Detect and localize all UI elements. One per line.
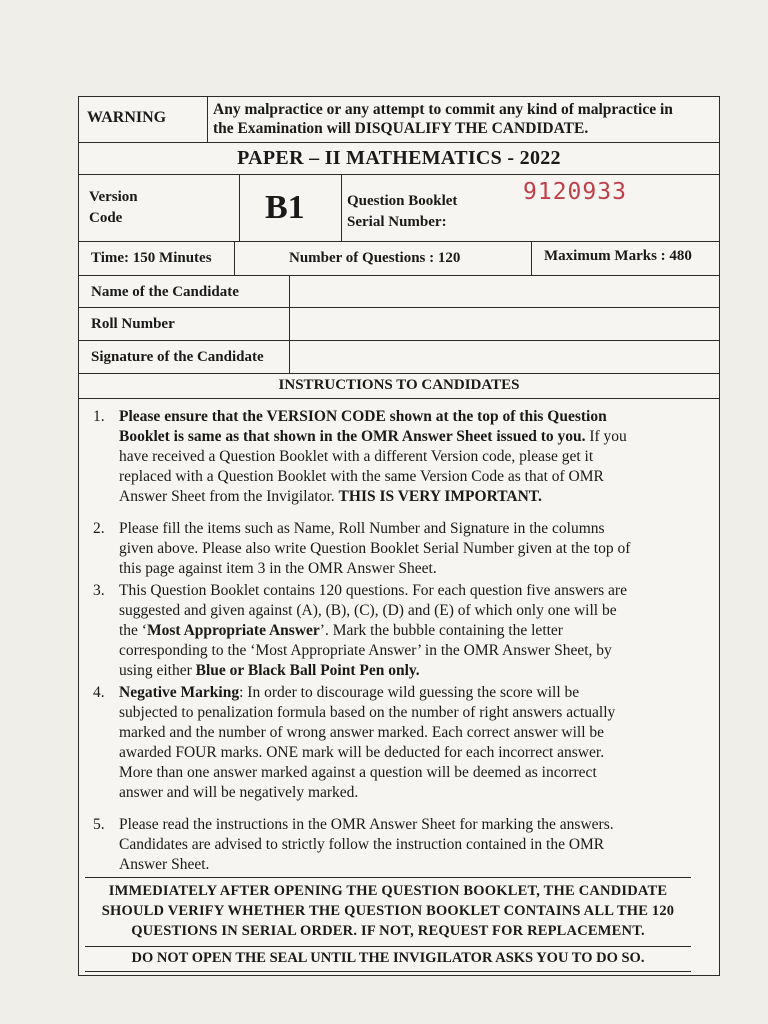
footer-line-2: SHOULD VERIFY WHETHER THE QUESTION BOOKLET CONTAINS ALL THE 120 — [101, 903, 675, 919]
instruction-line: This Question Booklet contains 120 questions. For each question five answers are — [119, 582, 627, 599]
paper-title: PAPER – II MATHEMATICS - 2022 — [237, 147, 561, 169]
marks-info: Maximum Marks : 480 — [544, 248, 692, 264]
instruction-line: replaced with a Question Booklet with the same Version Code as that of OMR — [119, 468, 604, 485]
instruction-line: Please fill the items such as Name, Roll Number and Signature in the columns — [119, 520, 605, 537]
instruction-line: answer and will be negatively marked. — [119, 784, 359, 801]
instruction-line: More than one answer marked against a question will be deemed as incorrect — [119, 764, 597, 781]
roll-number-row — [79, 308, 719, 341]
footer-notice — [85, 877, 691, 947]
instruction-number: 3. — [93, 582, 105, 599]
instruction-number: 1. — [93, 408, 105, 425]
candidate-name-label: Name of the Candidate — [91, 284, 239, 300]
instruction-item — [87, 407, 711, 507]
instruction-line: this page against item 3 in the OMR Answer Sheet. — [119, 560, 437, 577]
instructions-title: INSTRUCTIONS TO CANDIDATES — [278, 377, 520, 393]
instruction-line: awarded FOUR marks. ONE mark will be deducted for each incorrect answer. — [119, 744, 605, 761]
roll-number-field[interactable] — [293, 308, 719, 340]
warning-label: WARNING — [87, 109, 167, 126]
instruction-text — [119, 519, 711, 579]
signature-row — [79, 341, 719, 374]
serial-label-line-1: Question Booklet — [347, 193, 458, 209]
warning-line-1: Any malpractice or any attempt to commit any kind of malpractice in — [213, 101, 673, 118]
instruction-line: Booklet is same as that shown in the OMR Answer Sheet issued to you. If you — [119, 428, 627, 445]
instruction-line: the ‘Most Appropriate Answer’. Mark the bubble containing the letter — [119, 622, 563, 639]
instruction-number: 4. — [93, 684, 105, 701]
question-booklet-cover — [78, 96, 720, 976]
instruction-line: Please read the instructions in the OMR Answer Sheet for marking the answers. — [119, 816, 614, 833]
warning-text — [213, 100, 673, 138]
candidate-name-field[interactable] — [293, 276, 719, 307]
candidate-name-row — [79, 276, 719, 308]
roll-number-label: Roll Number — [91, 316, 175, 332]
instructions-title-row — [79, 374, 719, 398]
instruction-item — [87, 815, 711, 875]
instruction-text — [119, 407, 711, 507]
serial-label-line-2: Serial Number: — [347, 214, 447, 230]
instruction-line: corresponding to the ‘Most Appropriate Answer’ in the OMR Answer Sheet, by — [119, 642, 612, 659]
signature-field[interactable] — [293, 341, 719, 373]
instruction-text — [119, 815, 711, 875]
paper-title-row — [79, 143, 719, 175]
instruction-line: Candidates are advised to strictly follow the instruction contained in the OMR — [119, 836, 605, 853]
exam-meta-row — [79, 242, 719, 276]
serial-number-value: 9120933 — [523, 179, 627, 205]
instruction-line: marked and the number of wrong answer marked. Each correct answer will be — [119, 724, 605, 741]
seal-notice: DO NOT OPEN THE SEAL UNTIL THE INVIGILATOR ASKS YOU TO DO SO. — [85, 947, 691, 972]
instruction-text — [119, 683, 711, 803]
instructions-divider — [79, 398, 719, 399]
time-info: Time: 150 Minutes — [91, 250, 212, 266]
instruction-item — [87, 519, 711, 579]
instruction-line: have received a Question Booklet with a different Version code, please get it — [119, 448, 594, 465]
instruction-line: Answer Sheet. — [119, 856, 210, 873]
instruction-line: given above. Please also write Question Booklet Serial Number given at the top of — [119, 540, 631, 557]
version-code-label — [89, 187, 138, 229]
warning-line-2: the Examination will DISQUALIFY THE CANDIDATE. — [213, 120, 589, 137]
footer-line-1: IMMEDIATELY AFTER OPENING THE QUESTION BOOKLET, THE CANDIDATE — [108, 883, 668, 899]
instruction-number: 2. — [93, 520, 105, 537]
version-row — [79, 175, 719, 242]
version-label-line-1: Version — [89, 189, 138, 205]
serial-number-label — [347, 191, 457, 233]
instruction-line: Please ensure that the VERSION CODE shown at the top of this Question — [119, 408, 607, 425]
instruction-line: subjected to penalization formula based on the number of right answers actually — [119, 704, 616, 721]
signature-label: Signature of the Candidate — [91, 349, 264, 365]
instruction-line: using either Blue or Black Ball Point Pen only. — [119, 662, 420, 679]
instruction-text — [119, 581, 711, 681]
version-code-value: B1 — [265, 189, 305, 226]
instruction-item — [87, 581, 711, 681]
instruction-number: 5. — [93, 816, 105, 833]
instruction-item — [87, 683, 711, 803]
footer-line-3: QUESTIONS IN SERIAL ORDER. IF NOT, REQUEST FOR REPLACEMENT. — [131, 923, 645, 939]
instruction-line: Negative Marking: In order to discourage wild guessing the score will be — [119, 684, 580, 701]
questions-info: Number of Questions : 120 — [289, 250, 461, 266]
warning-row — [79, 97, 719, 143]
instruction-line: Answer Sheet from the Invigilator. THIS IS VERY IMPORTANT. — [119, 488, 542, 505]
version-label-line-2: Code — [89, 210, 123, 226]
instruction-line: suggested and given against (A), (B), (C), (D) and (E) of which only one will be — [119, 602, 617, 619]
